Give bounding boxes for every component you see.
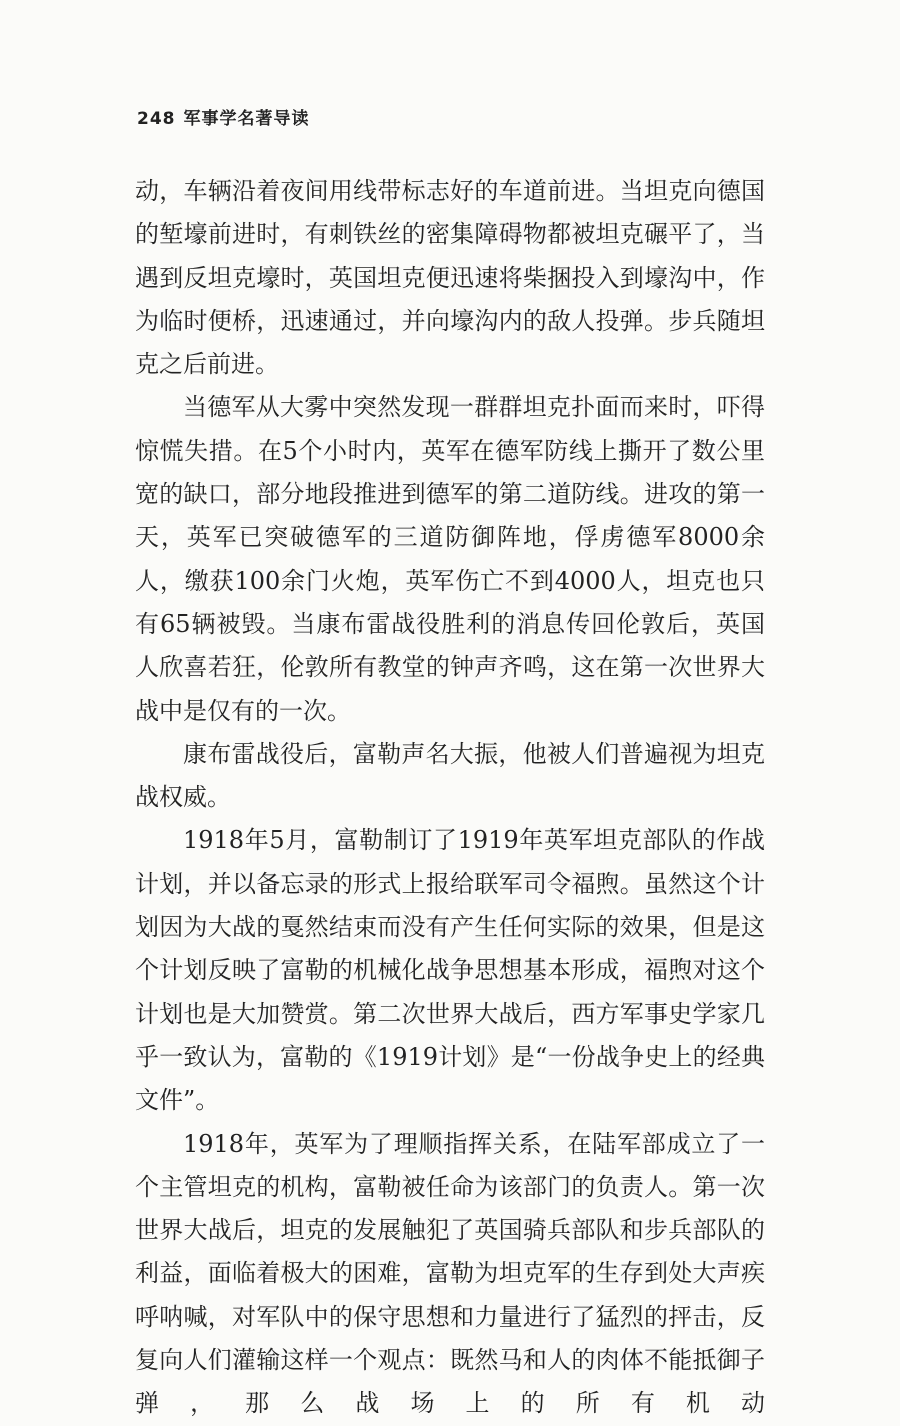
book-title: 军事学名著导读: [183, 109, 310, 129]
page-number: 248: [137, 109, 176, 129]
paragraph: 当德军从大雾中突然发现一群群坦克扑面而来时，吓得惊慌失措。在5个小时内，英军在德军防线上撕开了数公里宽的缺口，部分地段推进到德军的第二道防线。进攻的第一天，英军已突破德军的三道防御阵地，俘虏德军8000余人，缴获100余门火炮，英军伤亡不到4000人，坦克也只有65辆被毁。当康布雷战役胜利的消息传回伦敦后，英国人欣喜若狂，伦敦所有教堂的钟声齐鸣，这在第一次世界大战中是仅有的一次。: [135, 393, 765, 725]
paragraph: 康布雷战役后，富勒声名大振，他被人们普遍视为坦克战权威。: [135, 739, 765, 812]
paragraph: 1918年5月，富勒制订了1919年英军坦克部队的作战计划，并以备忘录的形式上报给联军司令福煦。虽然这个计划因为大战的戛然结束而没有产生任何实际的效果，但是这个计划反映了富勒的机械化战争思想基本形成，福煦对这个计划也是大加赞赏。第二次世界大战后，西方军事史学家几乎一致认为，富勒的《1919计划》是“一份战争史上的经典文件”。: [135, 826, 765, 1115]
running-head: [137, 104, 310, 129]
body-text: [135, 170, 765, 1426]
paragraph: 1918年，英军为了理顺指挥关系，在陆军部成立了一个主管坦克的机构，富勒被任命为该部门的负责人。第一次世界大战后，坦克的发展触犯了英国骑兵部队和步兵部队的利益，面临着极大的困难，富勒为坦克军的生存到处大声疾呼呐喊，对军队中的保守思想和力量进行了猛烈的抨击，反复向人们灌输这样一个观点：既然马和人的肉体不能抵御子弹，那么战场上的所有机动: [135, 1129, 765, 1418]
paragraph: 动，车辆沿着夜间用线带标志好的车道前进。当坦克向德国的堑壕前进时，有刺铁丝的密集障碍物都被坦克碾平了，当遇到反坦克壕时，英国坦克便迅速将柴捆投入到壕沟中，作为临时便桥，迅速通过，并向壕沟内的敌人投弹。步兵随坦克之后前进。: [135, 177, 765, 379]
